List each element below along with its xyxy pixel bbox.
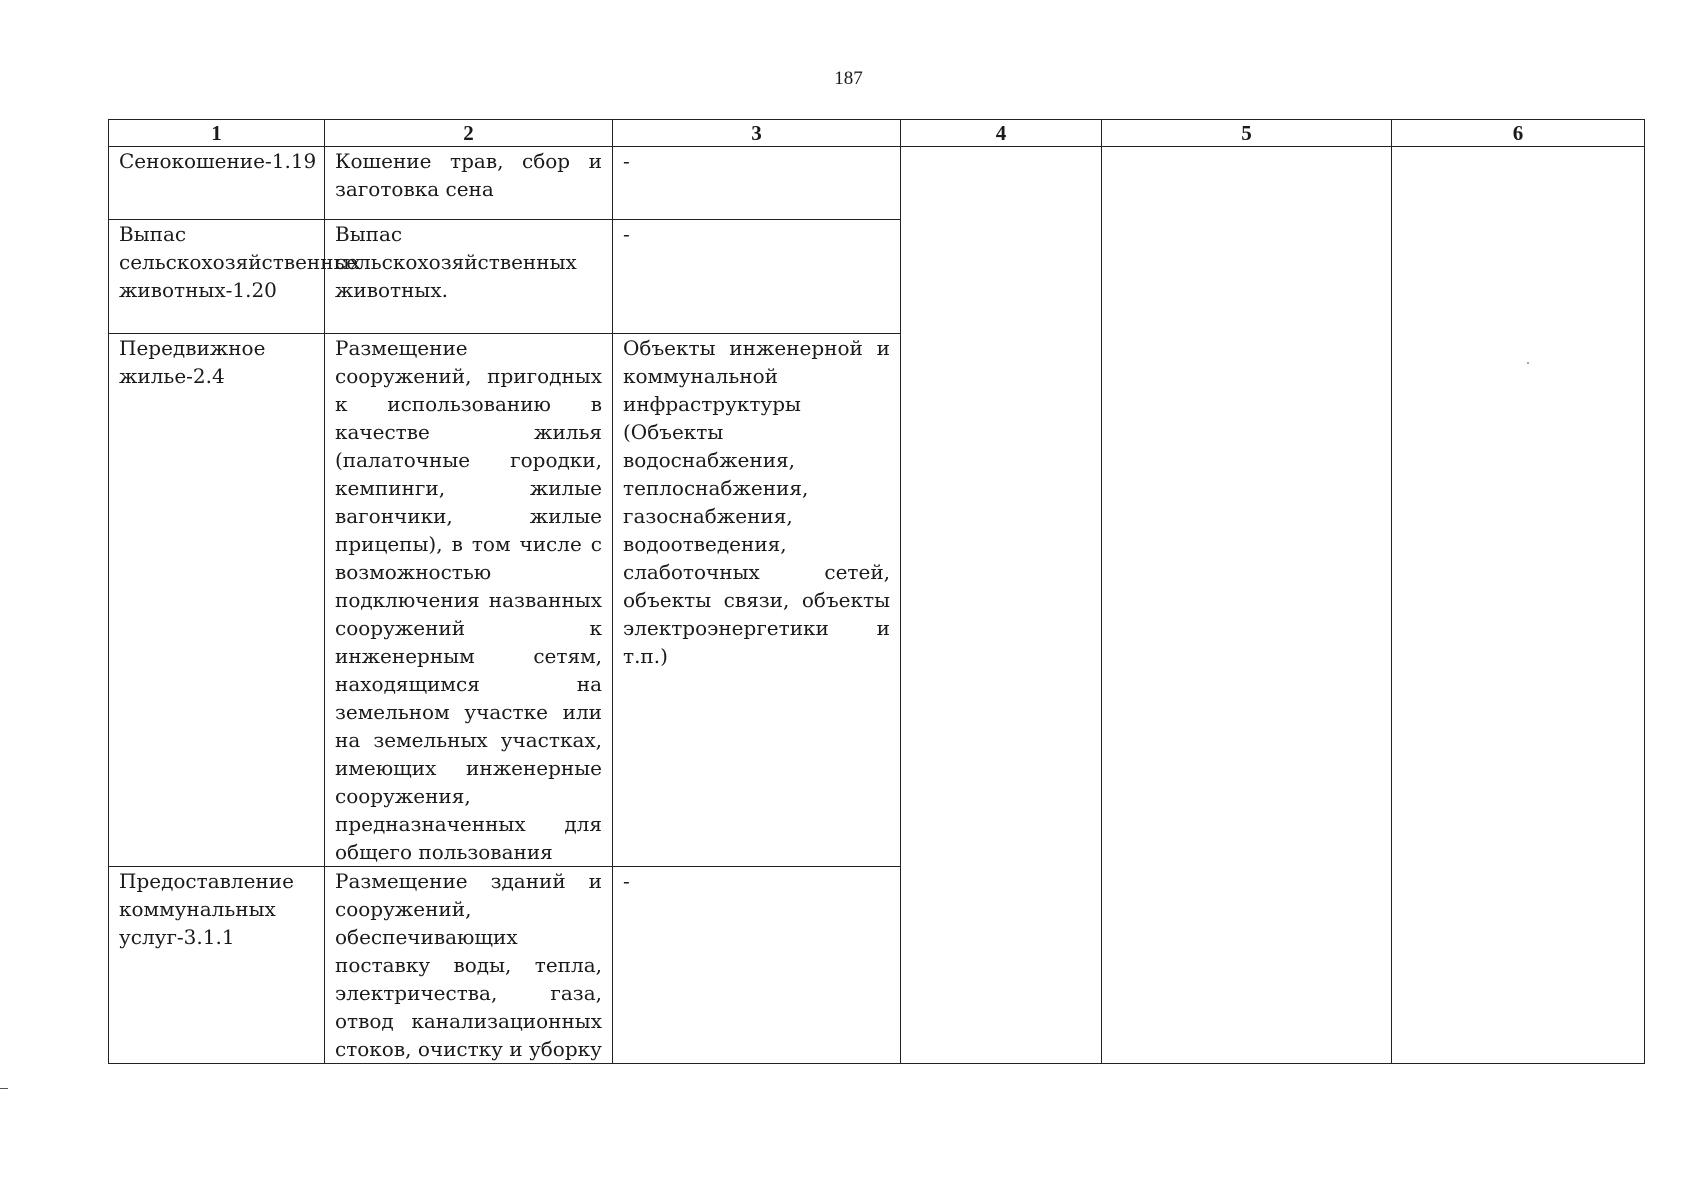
auxiliary-use-cell: - [613, 867, 901, 1064]
land-use-type-cell: Выпас сельскохозяйственных животных-1.20 [109, 220, 325, 334]
scan-speck [1527, 362, 1529, 364]
description-cell: Размещение сооружений, пригодных к использованию в качестве жилья (палаточные городки, кемпинги, жилые вагончики, жилые прицепы), в том числе с возможностью подключения названных сооружений к инженерным сетям, находящимся на земельном участке или на земельных участках, имеющих инженерные сооружения, предназначенных для общего пользования [325, 334, 613, 867]
auxiliary-use-cell: - [613, 220, 901, 334]
land-use-table [108, 119, 1645, 1064]
description-cell: Кошение трав, сбор и заготовка сена [325, 147, 613, 220]
column-header: 3 [613, 120, 901, 147]
empty-cell-col4 [901, 147, 1102, 1064]
column-header: 5 [1102, 120, 1392, 147]
description-cell: Выпас сельскохозяйственных животных. [325, 220, 613, 334]
scan-edge-mark [0, 1088, 8, 1089]
column-header: 6 [1392, 120, 1645, 147]
column-header: 2 [325, 120, 613, 147]
land-use-type-cell: Передвижное жилье-2.4 [109, 334, 325, 867]
auxiliary-use-cell: Объекты инженерной и коммунальной инфраструктуры (Объекты водоснабжения, теплоснабжения, газоснабжения, водоотведения, слаботочных сетей, объекты связи, объекты электроэнергетики и т.п.) [613, 334, 901, 867]
auxiliary-use-cell: - [613, 147, 901, 220]
column-header: 4 [901, 120, 1102, 147]
table-row [109, 147, 1645, 220]
land-use-type-cell: Предоставление коммунальных услуг-3.1.1 [109, 867, 325, 1064]
description-cell: Размещение зданий и сооружений, обеспечивающих поставку воды, тепла, электричества, газа, отвод канализационных стоков, очистку и уборку [325, 867, 613, 1064]
land-use-type-cell: Сенокошение-1.19 [109, 147, 325, 220]
empty-cell-col5 [1102, 147, 1392, 1064]
empty-cell-col6 [1392, 147, 1645, 1064]
column-header: 1 [109, 120, 325, 147]
table-header-row [109, 120, 1645, 147]
page-number: 187 [834, 68, 863, 89]
